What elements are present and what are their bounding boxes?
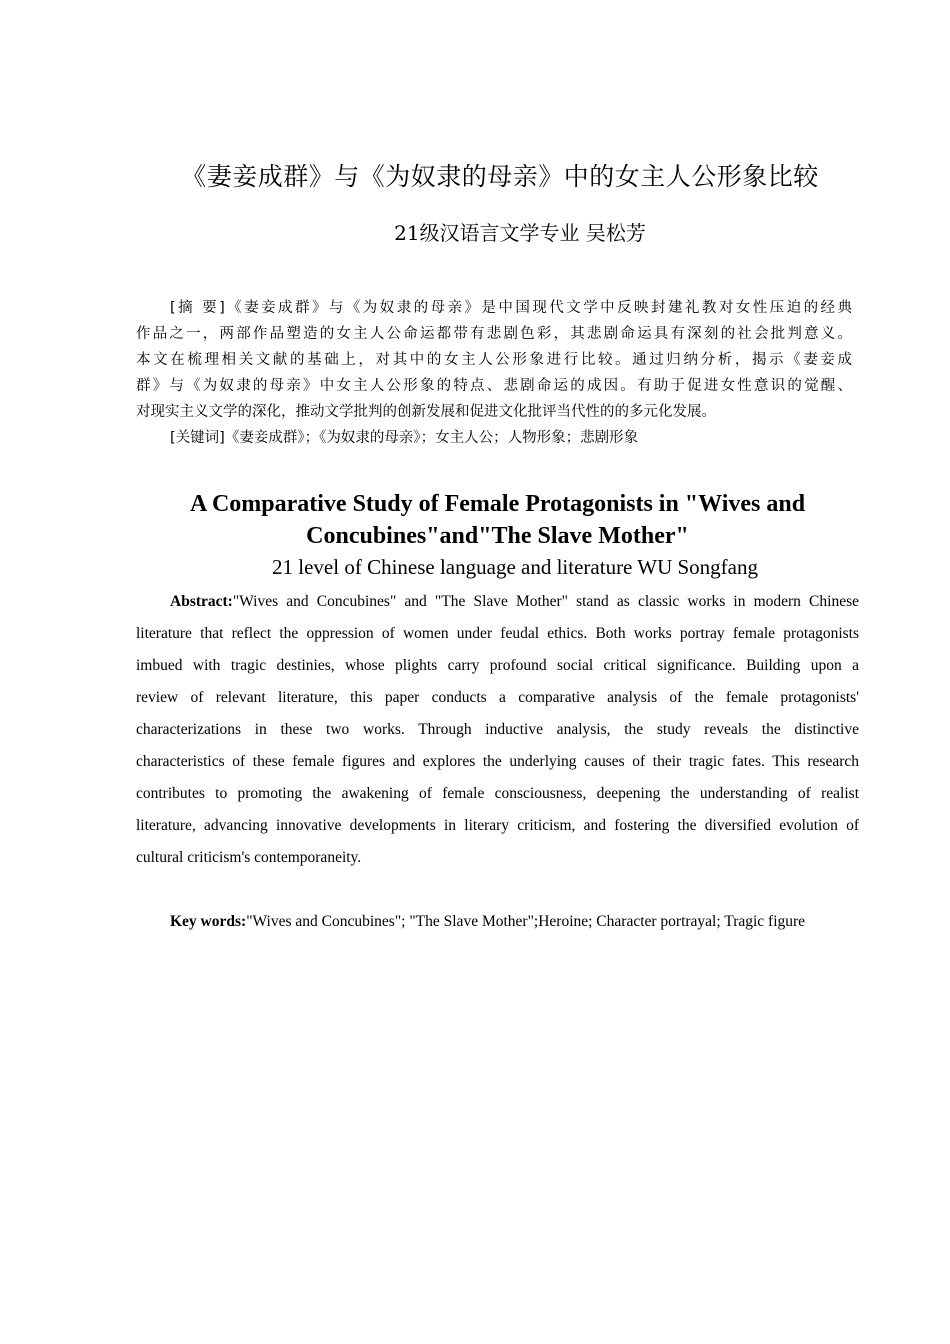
keywords-text: 《妻妾成群》；《为奴隶的母亲》；女主人公；人物形象；悲剧形象 — [224, 430, 639, 446]
abstract-line: characterizations in these two works. Through inductive analysis, the study reveals the distinctive — [136, 721, 859, 738]
chinese-abstract — [136, 295, 852, 451]
abstract-line: characteristics of these female figures and explores the underlying causes of their tragic fates. This research — [136, 753, 859, 770]
keywords-label: [关键词] — [170, 430, 225, 446]
abstract-line: cultural criticism's contemporaneity. — [136, 849, 362, 866]
abstract-label: [摘 要] — [170, 300, 225, 316]
abstract-line — [136, 295, 852, 321]
abstract-line: literature, advancing innovative developments in literary criticism, and fostering the diversified evolution of — [136, 817, 859, 834]
english-title — [0, 488, 950, 552]
abstract-line: imbued with tragic destinies, whose plights carry profound social critical significance. Building upon a — [136, 657, 859, 674]
english-keywords — [170, 906, 805, 938]
abstract-text: 《妻妾成群》与《为奴隶的母亲》是中国现代文学中反映封建礼教对女性压迫的经典 — [224, 300, 852, 316]
abstract-line: 群》与《为奴隶的母亲》中女主人公形象的特点、悲剧命运的成因。有助于促进女性意识的觉醒、 — [136, 378, 852, 394]
abstract-line: review of relevant literature, this paper conducts a comparative analysis of the female protagonists' — [136, 689, 859, 706]
abstract-line: literature that reflect the oppression of women under feudal ethics. Both works portray female protagonists — [136, 625, 859, 642]
abstract-line: 对现实主义文学的深化，推动文学批判的创新发展和促进文化批评当代性的的多元化发展。 — [136, 404, 716, 420]
english-abstract — [136, 586, 859, 874]
chinese-author-line: 21级汉语言文学专业 吴松芳 — [394, 221, 646, 245]
abstract-line: contributes to promoting the awakening of female consciousness, deepening the understanding of realist — [136, 785, 859, 802]
abstract-label: Abstract: — [170, 593, 233, 610]
keywords-text: "Wives and Concubines"; "The Slave Mother";Heroine; Character portrayal; Tragic figure — [246, 913, 806, 930]
abstract-line: 本文在梳理相关文献的基础上，对其中的女主人公形象进行比较。通过归纳分析，揭示《妻妾成 — [136, 352, 852, 368]
abstract-line: 作品之一，两部作品塑造的女主人公命运都带有悲剧色彩，其悲剧命运具有深刻的社会批判意义。 — [136, 326, 852, 342]
keywords-label: Key words: — [170, 913, 247, 930]
english-title-line: A Comparative Study of Female Protagonists in "Wives and — [189, 491, 806, 517]
english-author-line: 21 level of Chinese language and literature WU Songfang — [272, 555, 758, 579]
english-title-line: Concubines"and"The Slave Mother" — [306, 523, 689, 549]
chinese-keywords — [136, 425, 852, 451]
abstract-line — [136, 586, 859, 618]
abstract-text: "Wives and Concubines" and "The Slave Mother" stand as classic works in modern Chinese — [232, 593, 859, 610]
chinese-title: 《妻妾成群》与《为奴隶的母亲》中的女主人公形象比较 — [181, 162, 819, 191]
